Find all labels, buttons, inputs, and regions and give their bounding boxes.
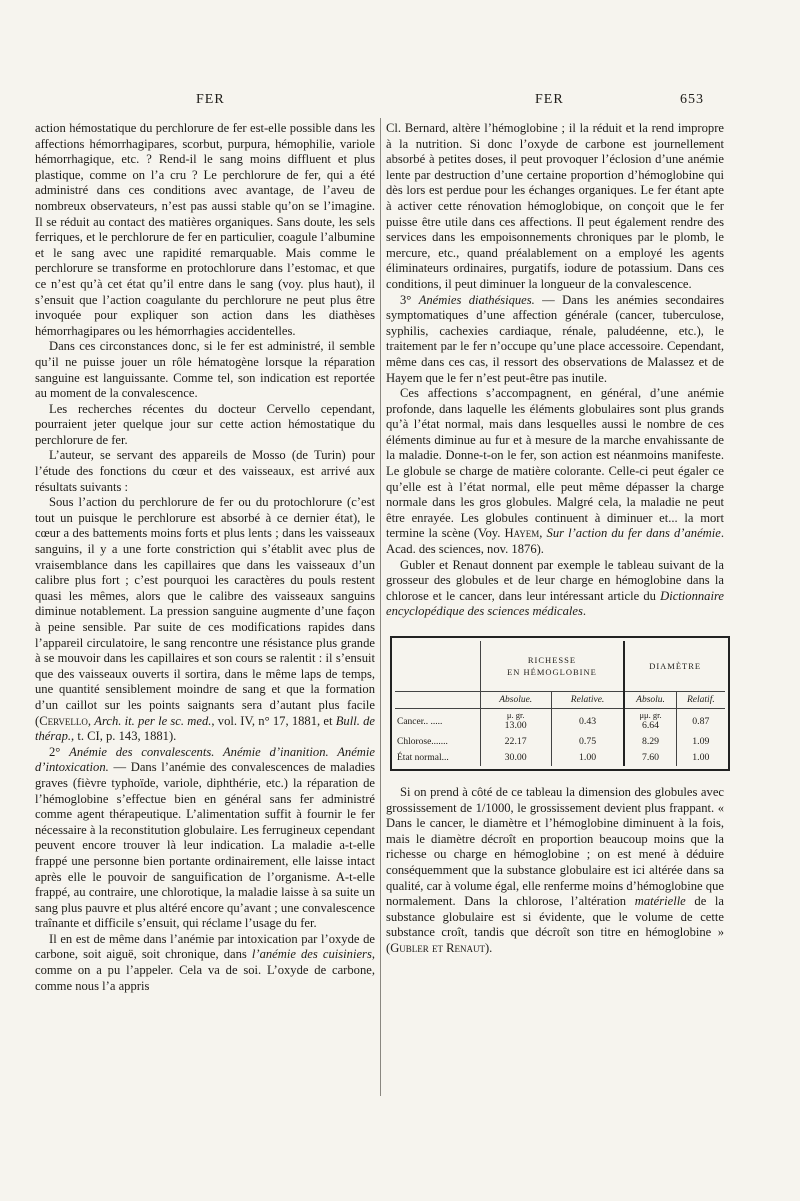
right-column [386,121,724,957]
data-table [395,641,725,766]
table-cell: 1.00 [676,750,725,766]
table-row [395,709,725,735]
table-cell: 7.60 [624,750,676,766]
hemoglobin-table [390,636,730,771]
paragraph: Si on prend à côté de ce tableau la dimension des globules avec grossissement de 1/1000, le grossissement devient plus frappant. « Dans le cancer, le diamètre et l’hémoglobine diminuent à la fois, mais le diamètre décroît en proportion beaucoup moins que la richesse ou charge en hémoglobine ; on est mené à déduire conséquemment que la substance globulaire est ici altérée dans sa qualité, car à volume égal, elle renferme moins d’hémoglobine que normalement. Dans la chlorose, l’altération matérielle de la substance globulaire est si évidente, que le volume de cette substance croît, tandis que décroît son titre en hémoglobine » (Gubler et Renaut). [386,785,724,955]
table-cell: 1.09 [676,734,725,750]
table-row [395,734,725,750]
table-group-header: DIAMÈTRE [624,641,725,692]
table-cell: 0.43 [551,709,624,735]
section-paragraph: 3° Anémies diathésiques. — Dans les anémies secondaires symptomatiques d’une affection générale (cancer, tuberculose, syphilis, cachexies cardiaque, rénale, paludéenne, etc.), le traitement par le fer n’occupe qu’une place accessoire. Cependant, même dans ces cas, il ressort des observations de Malassez et de Hayem que le fer n’est peut-être pas inutile. [386,292,724,385]
paragraph: Il en est de même dans l’anémie par intoxication par l’oxyde de carbone, soit aiguë, soit chronique, dans l’anémie des cuisiniers, comme on a pu l’appeler. Cela va de soi. L’oxyde de carbone, comme nous l’a appris [35,931,376,993]
column-header: Absolu. [624,692,676,709]
journal-title: Arch. it. per le sc. med. [94,713,212,728]
running-header-left: FER [196,92,225,107]
table-cell: 8.29 [624,734,676,750]
table-cell: 0.87 [676,709,725,735]
row-label: État normal... [397,753,449,763]
column-header: Relatif. [676,692,725,709]
table-corner [395,641,480,692]
paragraph: Ces affections s’accompagnent, en général, d’une anémie profonde, dans laquelle les éléments globulaires sont plus grands qu’à l’état normal, mais dans lesquelles aussi le nombre de ces éléments diminue au fur et à mesure de la marche envahissante de la maladie. Donne-t-on le fer, son action est néanmoins manifeste. Le globule se charge de matière colorante. Celle-ci peut égaler ce qu’elle est à l’état normal, elle peut même dépasser la charge normale dans les gros globules. Malgré cela, la maladie ne peut être enrayée. Les globules continuent à diminuer et... la mort termine la scène (Voy. Hayem, Sur l’action du fer dans d’anémie. Acad. des sciences, nov. 1876). [386,386,725,557]
paragraph: action hémostatique du perchlorure de fer est-elle possible dans les affections hémorrhagipares, scorbut, purpura, hémophilie, variole hémorrhagique, etc. ? Rend-il le sang moins diffluent et plus plastique, comme on l’a cru ? Le perchlorure de fer, qui a été administré dans ces conditions avec avantage, de l’aveu de nombreux observateurs, n’est pas aussi stable qu’on se l’imagine. Il se réduit au contact des matières organiques. Sans doute, les sels ferriques, et le perchlorure de fer en particulier, coagule l’albumine et le sang avec une rapidité remarquable. Mais comme le perchlorure se transforme en protochlorure dans l’estomac, et que ce n’est qu’à cet état qu’il entre dans le sang (voy. plus haut), il s’ensuit que l’action coagulante du perchlorure ne peut plus être invoquée pour expliquer son action dans les diathèses hémorrhagipares ou les hémorrhagies accidentelles. [35,121,375,338]
unit-label: μ. gr. [506,710,525,720]
author-citation: Cervello [39,713,88,728]
journal-title: Bull. de thérap. [35,713,375,744]
table-cell: μ. gr. 13.00 [480,709,551,735]
section-title: Anémies diathésiques. [418,292,535,307]
running-header-center: FER [535,92,564,107]
paragraph: Gubler et Renaut donnent par exemple le tableau suivant de la grosseur des globules et de leur charge en hémoglobine dans la chlorose et le cancer, dans leur intéressant article du Dictionnaire encyclopédique des sciences médicales. [386,557,724,619]
column-header: Absolue. [480,692,551,709]
unit-label: μμ. gr. [639,710,662,720]
work-title: Dictionnaire encyclopédique des sciences médicales [386,588,724,619]
paragraph: Les recherches récentes du docteur Cervello cependant, pourraient jeter quelque jour sur cette action hémostatique du perchlorure de fer. [35,401,375,447]
author-citation: Hayem [504,526,540,541]
column-divider [380,118,381,1096]
table-cell: 0.75 [551,734,624,750]
paragraph: Dans ces circonstances donc, si le fer est administré, il semble qu’il ne puisse jouer un rôle hématogène lorsque la réparation sanguine est languissante. Comme tel, son indication est reportée au moment de la convalescence. [35,339,375,401]
section-title: Anémie des convalescents. Anémie d’inanition. Anémie d’intoxication. [35,744,375,775]
work-title: Sur l’action du fer dans d’anémie [546,526,721,541]
table-cell: 30.00 [480,750,551,766]
page-number: 653 [680,92,704,107]
column-header: Relative. [551,692,624,709]
left-column [35,121,375,994]
section-paragraph: 2° Anémie des convalescents. Anémie d’inanition. Anémie d’intoxication. — Dans l’anémie des convalescences de maladies graves (fièvre typhoïde, variole, diphthérie, etc.) la réparation de l’hémoglobine s’effectue bien en général sans fer administré comme agent thérapeutique. L’alimentation suffit à fournir le fer nécessaire à la reconstitution globulaire. Les ferrugineux cependant peuvent encore trouver là leur indication. La maladie a-t-elle frappé une personne bien portante ordinairement, elle laisse intact après elle le pouvoir de sanguification de l’organisme. A-t-elle frappé, au contraire, une chlorotique, la maladie laisse à sa suite un sang plus pauvre et plus altéré encore qu’avant ; une convalescence traînante et difficile s’ensuit, qui réclame l’usage du fer. [35,744,375,931]
table-row [395,750,725,766]
paragraph: Cl. Bernard, altère l’hémoglobine ; il la réduit et la rend impropre à la nutrition. Si donc l’oxyde de carbone est journellement absorbé à petites doses, il peut provoquer l’éclosion d’une anémie lente par destruction d’une certaine proportion d’hémoglobine qui dès lors est perdue pour les échanges organiques. Le fer étant apte à activer cette rénovation hémoglobique, on conçoit que le fer puisse être utile dans ces affections. Il peut également rendre des services dans les empoisonnements chroniques par le plomb, le mercure, etc., quand préalablement on a employé les agents éliminateurs ordinaires, purgatifs, iodure de potassium. Dans ces conditions, il peut diminuer la longueur de la convalescence. [386,121,724,291]
row-label: Cancer.. ..... [395,709,480,735]
table-cell: 22.17 [480,734,551,750]
row-label: Chlorose....... [397,737,448,747]
paragraph: Sous l’action du perchlorure de fer ou du protochlorure (c’est tout un puisque le perchlorure est absorbé à ce dernier état), le cœur a des battements moins forts et plus lents ; dans les vaisseaux sanguins, il y a une forte constriction qui s’établit avec plus de vraisemblance dans les capillaires que dans les vaisseaux d’un calibre plus fort ; c’est pourquoi les caractères du pouls restent quasi les mêmes, alors que le calibre des vaisseaux sanguins diminue notablement. La pression sanguine augmente d’une façon à peine sensible. Par suite de ces modifications rapides dans l’appareil circulatoire, le sang rencontre une résistance plus grande à se mouvoir dans les capillaires et son cours se ralentit : il s’ensuit que des vaisseaux ouverts il sortira, dans le même laps de temps, une quantité sensiblement moindre de sang et que la formation d’un caillot sur les points saignants sera d’autant plus facile (Cervello, Arch. it. per le sc. med., vol. IV, n° 17, 1881, et Bull. de thérap., t. CI, p. 143, 1881). [35,495,375,744]
table-cell: 1.00 [551,750,624,766]
table-cell: μμ. gr. 6.64 [624,709,676,735]
paragraph: L’auteur, se servant des appareils de Mosso (de Turin) pour l’étude des fonctions du cœur et des vaisseaux, est arrivé aux résultats suivants : [35,448,375,494]
author-citation: Gubler et Renaut [390,940,485,955]
table-group-header: RICHESSE EN HÉMOGLOBINE [480,641,624,692]
